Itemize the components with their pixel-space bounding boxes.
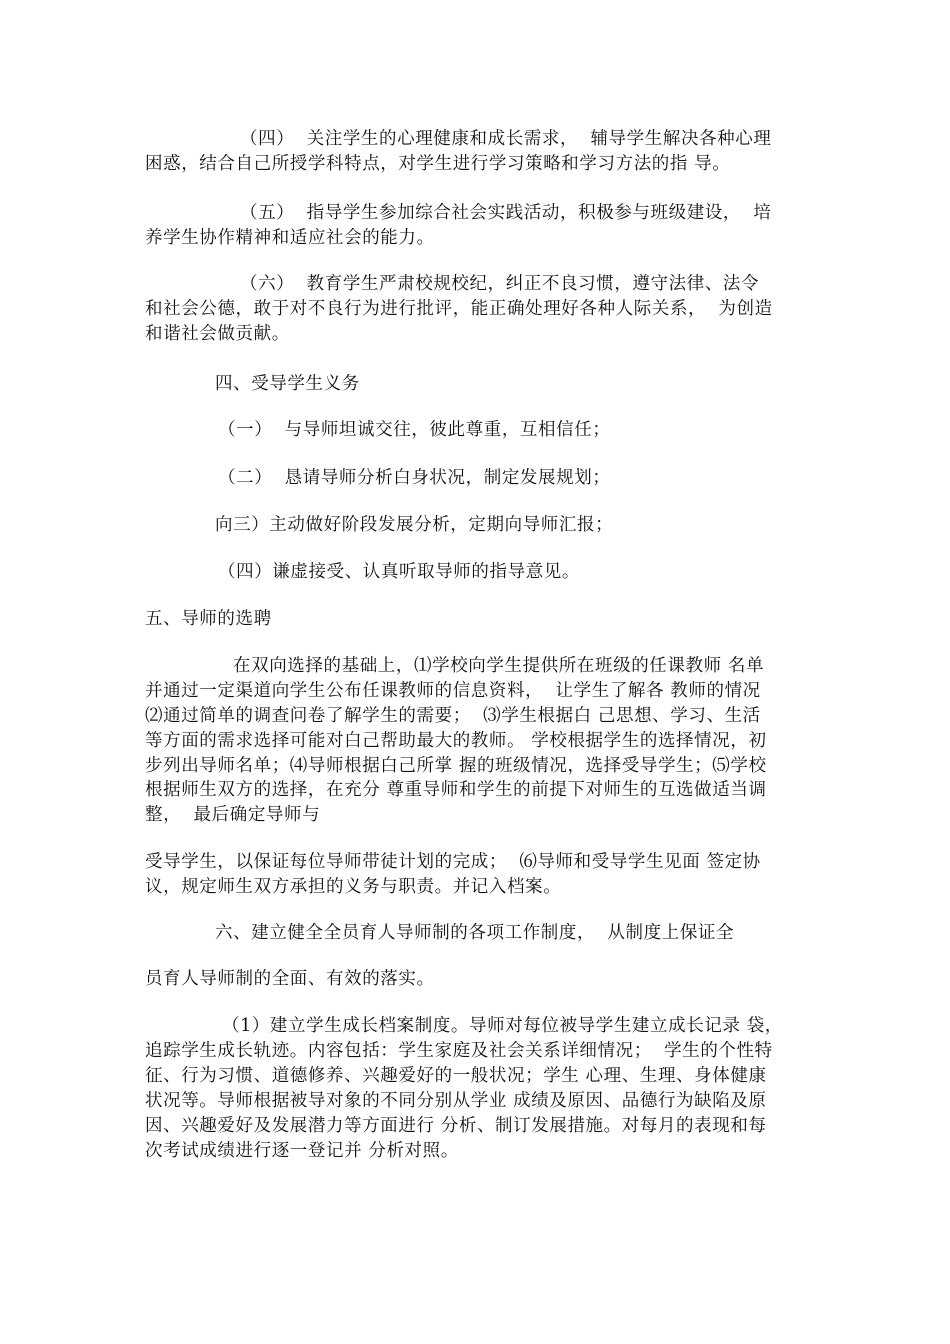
item-4-line-1: （四） 关注学生的心理健康和成长需求， 辅导学生解决各种心理 [240,129,772,149]
item-6-line-1: （六） 教育学生严肃校规校纪，纠正不良习惯，遵守法律、法令 [240,274,760,294]
section-5-para-1-line-1: 在双向选择的基础上，⑴学校向学生提供所在班级的任课教师 名单 [233,656,765,676]
section-5-para-1-line-4: 等方面的需求选择可能对白己帮助最大的教师。 学校根据学生的选择情况，初 [145,731,767,751]
section-5-para-1-line-5: 步列出导师名单；⑷导师根据白己所掌 握的班级情况，选择受导学生；⑸学校 [145,756,767,776]
section-5-para-1-line-3: ⑵通过简单的调查问卷了解学生的需要； ⑶学生根据白 己思想、学习、生活 [145,706,761,726]
item-5-line-2: 养学生协作精神和适应社会的能力。 [145,228,435,248]
section-5-para-2-line-2: 议，规定师生双方承担的义务与职责。并记入档案。 [145,877,562,897]
section-6-para-1-line-3: 征、行为习惯、道德修养、兴趣爱好的一般状况；学生 心理、生理、身体健康 [145,1066,767,1086]
section-5-heading: 五、导师的选聘 [145,609,272,629]
section-4-item-1: （一） 与导师坦诚交往，彼此尊重，互相信任； [218,420,611,440]
section-4-item-4: （四）谦虚接受、认真听取导师的指导意见。 [218,562,580,582]
section-6-para-1-line-1: （1）建立学生成长档案制度。导师对每位被导学生建立成长记录 袋， [222,1016,783,1036]
section-4-item-2: （二） 恳请导师分析白身状况，制定发展规划； [218,468,611,488]
section-5-para-1-line-6: 根据师生双方的选择，在充分 尊重导师和学生的前提下对师生的互选做适当调 [145,780,767,800]
section-6-para-1-line-4: 状况等。导师根据被导对象的不同分别从学业 成绩及原因、品德行为缺陷及原 [145,1091,767,1111]
section-6-para-1-line-6: 次考试成绩进行逐一登记并 分析对照。 [145,1141,459,1161]
section-6-heading-line-2: 员育人导师制的全面、有效的落实。 [145,969,435,989]
item-6-line-3: 和谐社会做贡献。 [145,324,290,344]
item-6-line-2: 和社会公德，敢于对不良行为进行批评，能正确处理好各种人际关系， 为创造 [145,299,773,319]
section-5-para-1-line-7: 整， 最后确定导师与 [145,805,321,825]
item-4-line-2: 困惑，结合自己所授学科特点，对学生进行学习策略和学习方法的指 导。 [145,154,731,174]
section-5-para-2-line-1: 受导学生，以保证每位导师带徒计划的完成； ⑹导师和受导学生见面 签定协 [145,852,761,872]
section-4-heading: 四、受导学生义务 [215,374,360,394]
item-5-line-1: （五） 指导学生参加综合社会实践活动，积极参与班级建设， 培 [240,203,772,223]
section-6-para-1-line-2: 追踪学生成长轨迹。内容包括：学生家庭及社会关系详细情况； 学生的个性特 [145,1041,773,1061]
section-4-item-3: 向三）主动做好阶段发展分析，定期向导师汇报； [215,515,614,535]
section-6-heading-line-1: 六、建立健全全员育人导师制的各项工作制度， 从制度上保证全 [215,923,735,943]
section-6-para-1-line-5: 因、兴趣爱好及发展潜力等方面进行 分析、制订发展措施。对每月的表现和每 [145,1116,767,1136]
section-5-para-1-line-2: 并通过一定渠道向学生公布任课教师的信息资料， 让学生了解各 教师的情况 [145,681,761,701]
